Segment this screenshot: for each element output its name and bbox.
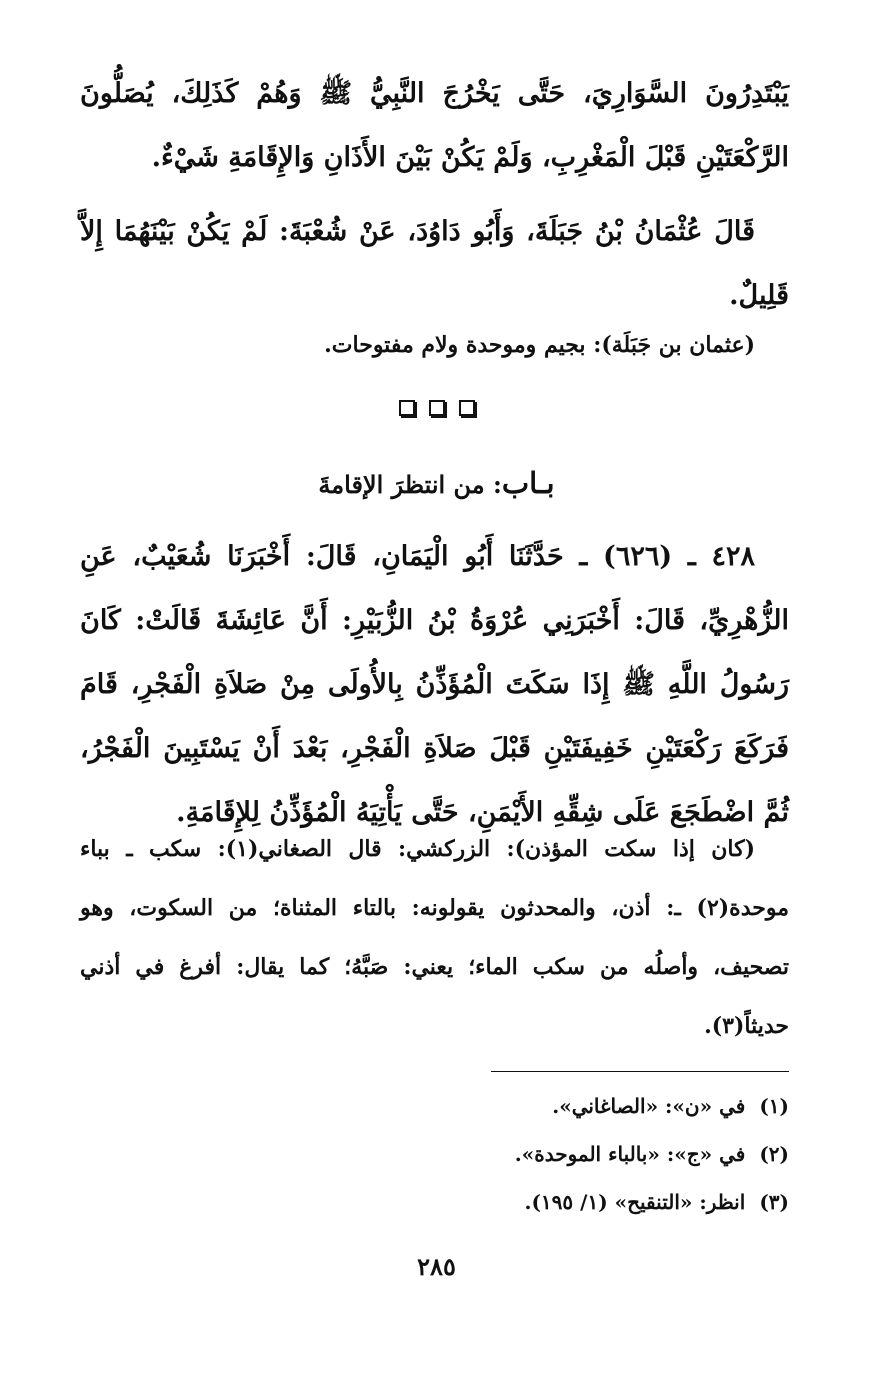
separator-square-icon <box>459 400 475 416</box>
chapter-heading <box>0 466 873 500</box>
footnote-number: (١) <box>759 1094 789 1118</box>
footnote-divider <box>491 1071 789 1072</box>
footnote-item <box>80 1130 789 1178</box>
footnote-text: في «ن»: «الصاغاني». <box>552 1094 746 1118</box>
footnotes <box>80 1082 789 1226</box>
name-vocalization-note: (عثمان بن جَبَلَة): بجيم وموحدة ولام مفتوحات. <box>324 332 755 358</box>
footnote-text: في «ج»: «بالباء الموحدة». <box>514 1142 746 1166</box>
footnote-item <box>80 1082 789 1130</box>
section-separator <box>0 400 873 416</box>
footnote-number: (٣) <box>759 1190 789 1214</box>
hadith-paragraph: ٤٢٨ ـ (٦٢٦) ـ حَدَّثَنَا أَبُو الْيَمَانِ، قَالَ: أَخْبَرَنَا شُعَيْبٌ، عَنِ الزُّهْرِيِّ، قَالَ: أَخْبَرَنِي عُرْوَةُ بْنُ الزُّبَيْرِ: أَنَّ عَائِشَةَ قَالَتْ: كَانَ رَسُولُ اللَّهِ ﷺ إِذَا سَكَتَ الْمُؤَذِّنُ بِالأُولَى مِنْ صَلاَةِ الْفَجْرِ، قَامَ فَرَكَعَ رَكْعَتَيْنِ خَفِيفَتَيْنِ قَبْلَ صَلاَةِ الْفَجْرِ، بَعْدَ أَنْ يَسْتَبِينَ الْفَجْرُ، ثُمَّ اضْطَجَعَ عَلَى شِقِّهِ الأَيْمَنِ، حَتَّى يَأْتِيَهُ الْمُؤَذِّنُ لِلإِقَامَةِ. <box>80 541 790 828</box>
chapter-title: : من انتظرَ الإقامةَ <box>318 470 502 499</box>
chapter-label: بـاب <box>501 466 555 500</box>
hadith-continuation-paragraph: يَبْتَدِرُونَ السَّوَارِيَ، حَتَّى يَخْرُجَ النَّبِيُّ ﷺ وَهُمْ كَذَلِكَ، يُصَلُّونَ الرَّكْعَتَيْنِ قَبْلَ الْمَغْرِبِ، وَلَمْ يَكُنْ بَيْنَ الأَذَانِ وَالإِقَامَةِ شَيْءٌ. <box>80 78 789 173</box>
separator-square-icon <box>399 400 415 416</box>
footnote-item <box>80 1178 789 1226</box>
commentary-paragraph: (كان إذا سكت المؤذن): الزركشي: قال الصغاني(١): سكب ـ بباء موحدة(٢) ـ: أذن، والمحدثون يقولونه: بالتاء المثناة؛ من السكوت، وهو تصحيف، وأصلُه من سكب الماء؛ يعني: صَبَّهُ؛ كما يقال: أفرغ في أذني حديثاً(٣). <box>80 836 789 1039</box>
narration-note-paragraph: قَالَ عُثْمَانُ بْنُ جَبَلَةَ، وَأَبُو دَاوُدَ، عَنْ شُعْبَةَ: لَمْ يَكُنْ بَيْنَهُمَا إِلاَّ قَلِيلٌ. <box>80 216 789 311</box>
footnote-text: انظر: «التنقيح» (١/ ١٩٥). <box>524 1190 746 1214</box>
footnote-number: (٢) <box>759 1142 789 1166</box>
page-number: ٢٨٥ <box>417 1252 456 1281</box>
separator-square-icon <box>429 400 445 416</box>
